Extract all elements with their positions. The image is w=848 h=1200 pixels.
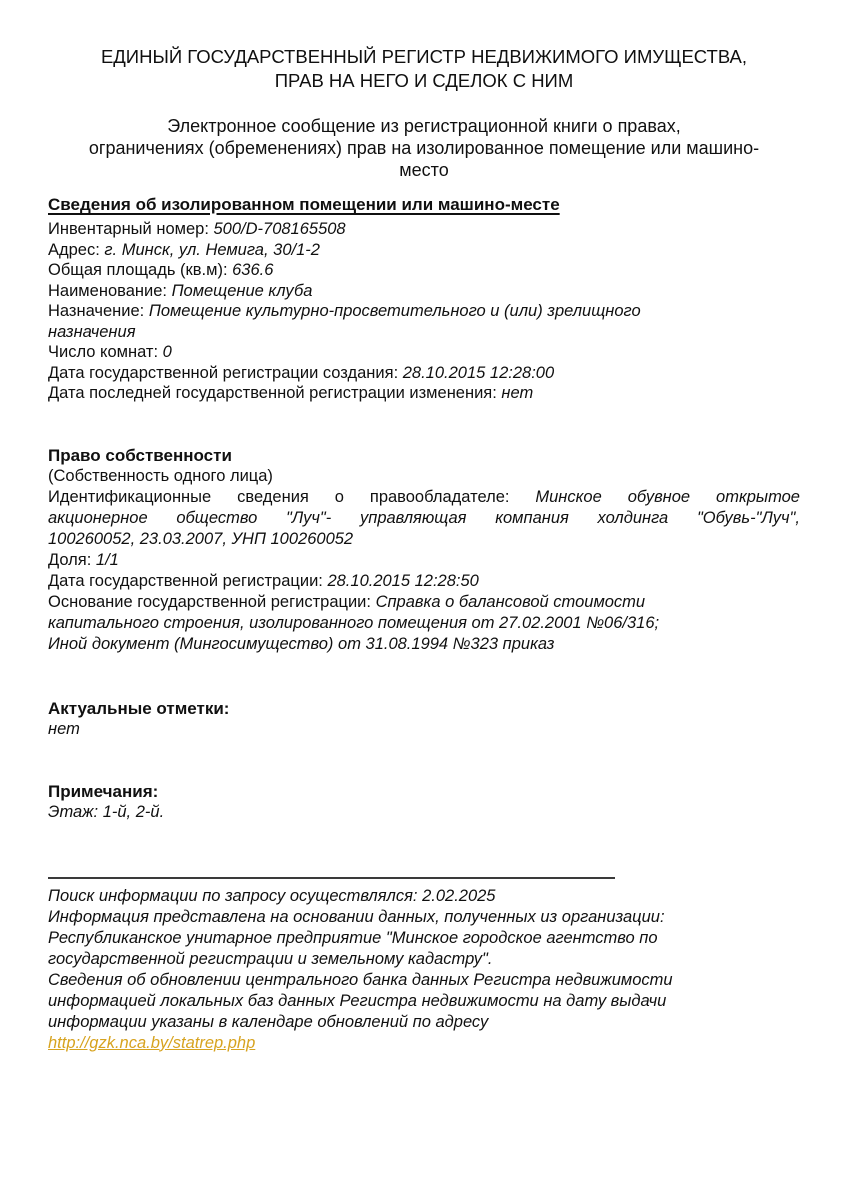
purpose-row	[48, 301, 800, 322]
field-label: Общая площадь (кв.м):	[48, 261, 233, 279]
rooms-count-row	[48, 342, 800, 363]
field-value: Помещение культурно-просветительного и (или) зрелищного	[148, 302, 641, 320]
field-label: Идентификационные сведения о правообладателе:	[48, 487, 536, 506]
field-value: 500/D-708165508	[213, 220, 346, 238]
footer-line-update-info-2: информацией локальных баз данных Регистра недвижимости на дату выдачи	[48, 991, 667, 1010]
field-value: 100260052, 23.03.2007, УНП 100260052	[48, 529, 354, 548]
registration-date-row	[48, 571, 800, 592]
notes-section	[48, 781, 800, 823]
document-title	[48, 45, 800, 93]
footer-divider	[48, 877, 615, 879]
footer-line-update-info-1: Сведения об обновлении центрального банка данных Регистра недвижимости	[48, 970, 673, 989]
field-value: Помещение клуба	[171, 281, 313, 300]
ownership-section-heading: Право собственности	[48, 445, 232, 465]
field-label: Основание государственной регистрации:	[48, 592, 376, 611]
field-label: Инвентарный номер:	[48, 220, 214, 238]
field-label: Назначение:	[48, 302, 149, 320]
field-label: Число комнат:	[48, 343, 163, 361]
share-row	[48, 550, 800, 571]
premises-section	[48, 194, 800, 404]
field-value: Минское обувное открытое	[535, 487, 800, 506]
notes-section-heading: Примечания:	[48, 781, 159, 801]
creation-registration-date-row	[48, 363, 800, 384]
subtitle-line-3: место	[399, 160, 449, 180]
footer-line-search-date: Поиск информации по запросу осуществлялся: 2.02.2025	[48, 886, 496, 905]
registration-basis-row-wrap-2	[48, 634, 800, 655]
field-value: капитального строения, изолированного помещения от 27.02.2001 №06/316;	[48, 613, 660, 632]
footer-line-update-info-3: информации указаны в календаре обновлений по адресу	[48, 1012, 489, 1031]
marks-value: нет	[48, 719, 80, 738]
total-area-row	[48, 260, 800, 281]
field-value: 1/1	[95, 550, 119, 569]
document-subtitle	[48, 115, 800, 181]
subtitle-line-2: ограничениях (обременениях) прав на изолированное помещение или машино-	[88, 138, 760, 158]
name-row	[48, 281, 800, 302]
footer-line-source-org-2: государственной регистрации и земельному кадастру".	[48, 949, 493, 968]
footer-line-source-org-1: Республиканское унитарное предприятие "Минское городское агентство по	[48, 928, 658, 947]
rightholder-row	[48, 487, 800, 508]
field-label: Доля:	[48, 550, 96, 569]
field-value: г. Минск, ул. Немига, 30/1-2	[104, 240, 320, 259]
rightholder-row-wrap-2	[48, 529, 800, 550]
footer-section	[48, 886, 800, 1054]
ownership-type-subheading: (Собственность одного лица)	[48, 466, 273, 485]
notes-value: Этаж: 1-й, 2-й.	[48, 802, 165, 821]
marks-section-heading: Актуальные отметки:	[48, 698, 230, 718]
footer-link-row	[48, 1033, 800, 1054]
field-label: Дата государственной регистрации:	[48, 571, 328, 590]
marks-section	[48, 698, 800, 740]
field-value: назначения	[48, 322, 136, 341]
field-label: Дата последней государственной регистрации изменения:	[48, 384, 502, 402]
field-value: Иной документ (Мингосимущество) от 31.08.1994 №323 приказ	[48, 634, 555, 653]
field-value: 28.10.2015 12:28:00	[402, 363, 555, 382]
statrep-link[interactable]: http://gzk.nca.by/statrep.php	[48, 1033, 256, 1052]
ownership-details	[48, 487, 800, 655]
subtitle-line-1: Электронное сообщение из регистрационной книги о правах,	[167, 116, 681, 136]
inventory-number-row	[48, 219, 800, 240]
field-value: нет	[501, 384, 534, 402]
registration-basis-row-wrap-1	[48, 613, 800, 634]
field-value: 0	[162, 343, 172, 361]
title-line-1: ЕДИНЫЙ ГОСУДАРСТВЕННЫЙ РЕГИСТР НЕДВИЖИМОГО ИМУЩЕСТВА,	[100, 46, 748, 67]
premises-section-heading: Сведения об изолированном помещении или машино-месте	[48, 195, 560, 214]
address-row	[48, 240, 800, 261]
field-value: Справка о балансовой стоимости	[375, 592, 646, 611]
field-value: акционерное общество "Луч"- управляющая компания холдинга "Обувь-"Луч",	[48, 508, 800, 527]
field-value: 28.10.2015 12:28:50	[327, 571, 479, 590]
purpose-row-wrap	[48, 322, 800, 343]
field-value: 636.6	[232, 261, 274, 279]
footer-line-source-intro: Информация представлена на основании данных, полученных из организации:	[48, 907, 665, 926]
field-label: Наименование:	[48, 281, 172, 300]
premises-details	[48, 219, 800, 404]
registration-basis-row	[48, 592, 800, 613]
last-change-registration-date-row	[48, 383, 800, 404]
ownership-section	[48, 445, 800, 655]
field-label: Адрес:	[48, 240, 105, 259]
title-line-2: ПРАВ НА НЕГО И СДЕЛОК С НИМ	[274, 70, 574, 91]
rightholder-row-wrap-1	[48, 508, 800, 529]
field-label: Дата государственной регистрации создания:	[48, 363, 403, 382]
